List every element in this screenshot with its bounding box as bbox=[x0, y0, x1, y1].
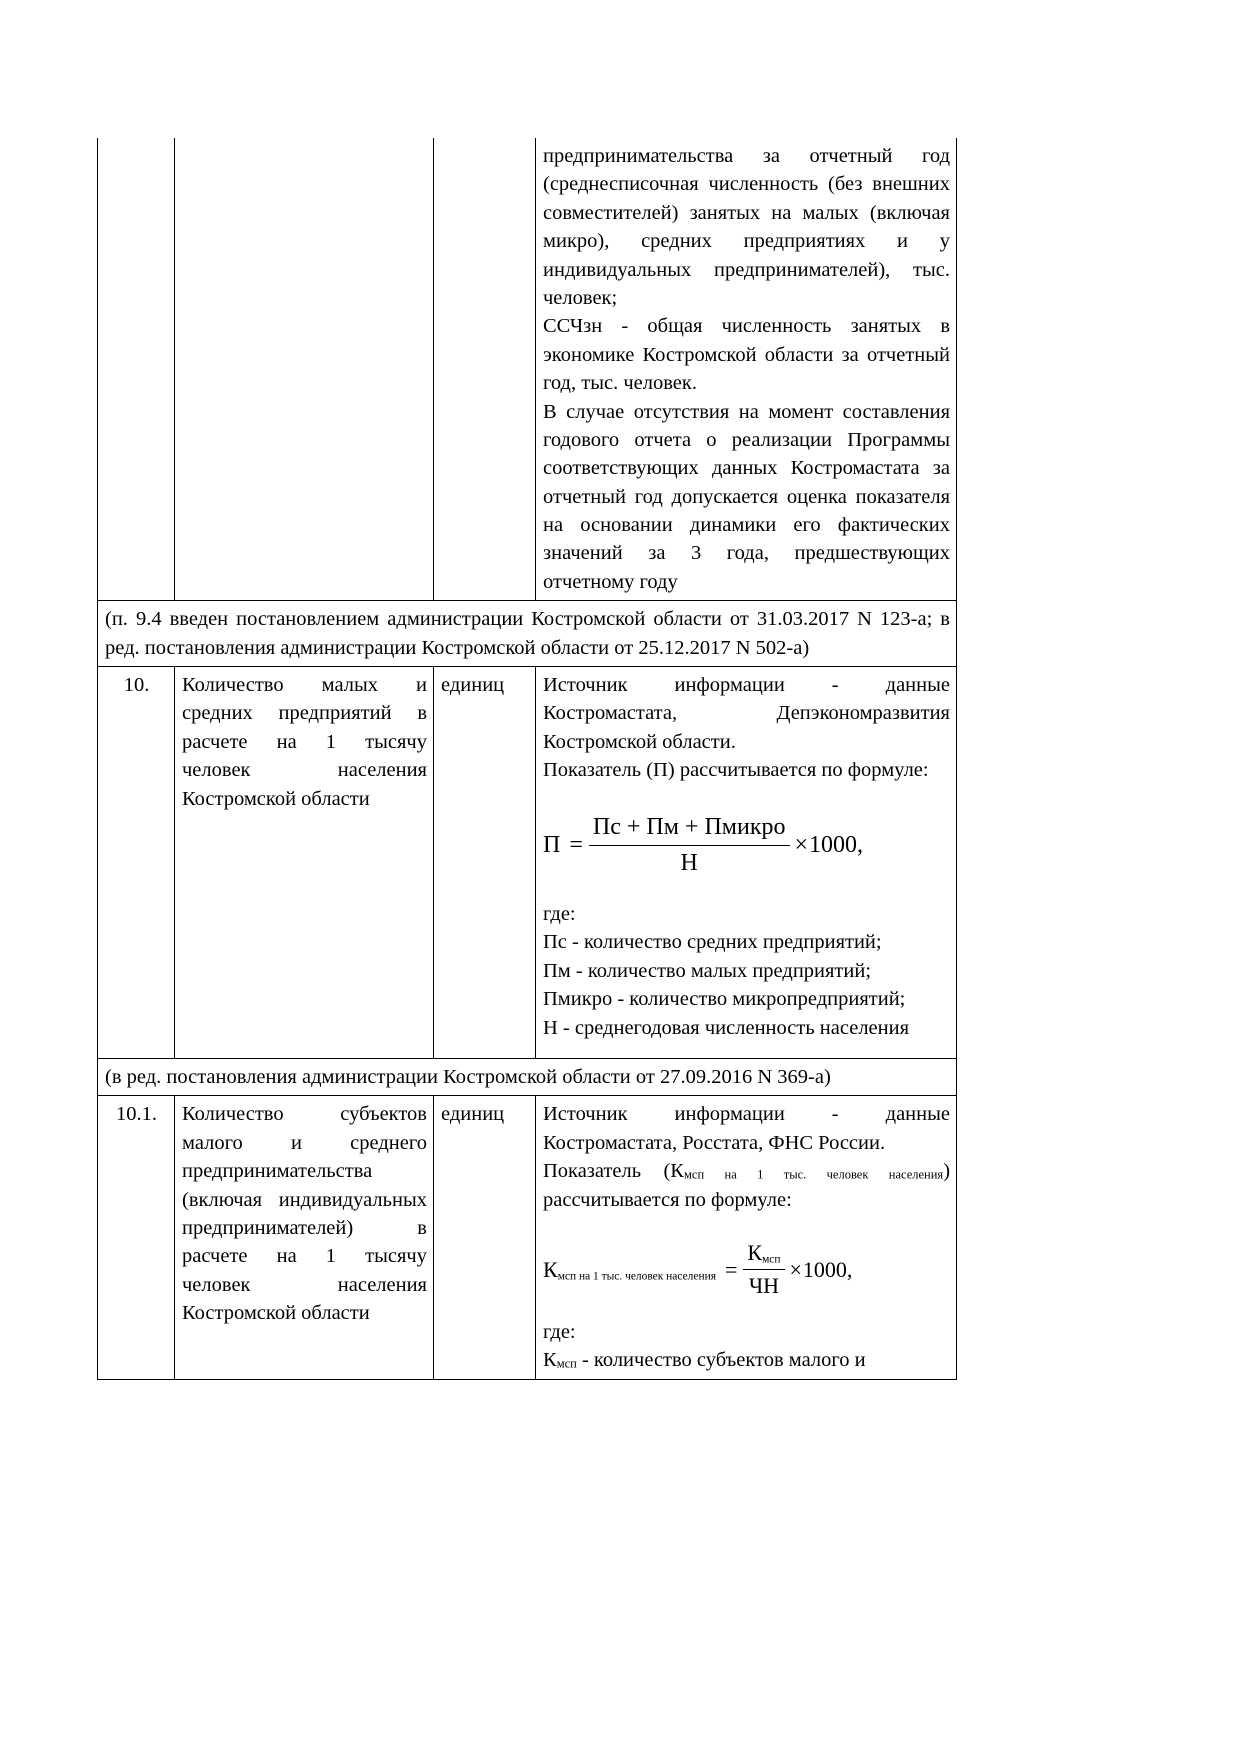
cell-unit bbox=[434, 138, 536, 601]
where-item: Пс - количество средних предприятий; bbox=[543, 931, 882, 954]
cell-number: 10. bbox=[98, 667, 175, 1059]
formula-denominator: ЧН bbox=[748, 1273, 780, 1299]
description-paragraph: Источник информации - данные Костромастата, Депэкономразвития Костромской области. bbox=[543, 674, 950, 753]
description-paragraph: предпринимательства за отчетный год (среднесписочная численность (без внешних совместителей) занятых на малых (включая микро), средних предприятиях и у индивидуальных предпринимателей), тыс. человек; bbox=[543, 145, 950, 309]
cell-description bbox=[536, 667, 957, 1059]
description-paragraph: Показатель (П) рассчитывается по формуле: bbox=[543, 759, 929, 782]
table-row-item-10-1 bbox=[98, 1096, 957, 1379]
cell-description bbox=[536, 1096, 957, 1379]
indicator-definition-line bbox=[543, 1157, 950, 1214]
equation bbox=[543, 1238, 852, 1302]
formula-lhs-subscript: мсп на 1 тыс. человек населения bbox=[557, 1270, 716, 1283]
amendment-note: (в ред. постановления администрации Костромской области от 27.09.2016 N 369-а) bbox=[98, 1059, 957, 1096]
cell-indicator-name bbox=[175, 138, 434, 601]
cell-number bbox=[98, 138, 175, 601]
indicator-suffix: ) рассчитывается по формуле: bbox=[543, 1160, 951, 1211]
table-row-note bbox=[98, 1059, 957, 1096]
formula-equals: = bbox=[569, 831, 583, 858]
cell-indicator-name: Количество субъектов малого и среднего предпринимательства (включая индивидуальных предпринимателей) в расчете на 1 тысячу человек населения Костромской области bbox=[175, 1096, 434, 1379]
formula-numerator bbox=[743, 1238, 784, 1270]
formula-factor: 1000, bbox=[809, 831, 864, 858]
equation bbox=[543, 811, 863, 880]
where-label: где: bbox=[543, 903, 576, 926]
where-item: Пм - количество малых предприятий; bbox=[543, 959, 872, 982]
formula-equals: = bbox=[724, 1256, 738, 1282]
indicators-table bbox=[97, 138, 957, 1380]
formula-fraction bbox=[589, 811, 790, 880]
formula-indicator-10-1 bbox=[543, 1238, 950, 1302]
where-item: Пмикро - количество микропредприятий; bbox=[543, 988, 906, 1011]
table-row-continuation bbox=[98, 138, 957, 601]
formula-lhs-base: К bbox=[543, 1256, 558, 1282]
description-paragraph: В случае отсутствия на момент составления годового отчета о реализации Программы соответствующих данных Костромастата за отчетный год допускается оценка показателя на основании динамики его фактических значений за 3 года, предшествующих отчетному году bbox=[543, 400, 950, 593]
formula-denominator: Н bbox=[680, 849, 698, 876]
formula-fraction bbox=[743, 1238, 784, 1302]
where-item: Н - среднегодовая численность населения bbox=[543, 1016, 910, 1039]
formula-numerator-base: К bbox=[747, 1239, 763, 1265]
formula-indicator-10 bbox=[543, 811, 950, 880]
amendment-note: (п. 9.4 введен постановлением администрации Костромской области от 31.03.2017 N 123-а; в ред. постановления администрации Костромской области от 25.12.2017 N 502-а) bbox=[98, 601, 957, 667]
formula-numerator: Пс + Пм + Пмикро bbox=[589, 811, 790, 846]
multiplication-sign: × bbox=[789, 1256, 802, 1282]
cell-number: 10.1. bbox=[98, 1096, 175, 1379]
formula-numerator-subscript: мсп bbox=[762, 1253, 781, 1266]
description-paragraph: ССЧзн - общая численность занятых в экономике Костромской области за отчетный год, тыс. человек. bbox=[543, 315, 950, 395]
where-item bbox=[543, 1346, 950, 1374]
where-item-base: К bbox=[543, 1349, 557, 1372]
cell-unit: единиц bbox=[434, 667, 536, 1059]
cell-unit: единиц bbox=[434, 1096, 536, 1379]
where-item-subscript: мсп bbox=[556, 1356, 577, 1371]
formula-lhs bbox=[543, 1255, 721, 1285]
cell-indicator-name: Количество малых и средних предприятий в расчете на 1 тысячу человек населения Костромской области bbox=[175, 667, 434, 1059]
indicator-prefix: Показатель (К bbox=[543, 1160, 684, 1183]
indicator-subscript: мсп на 1 тыс. человек населения bbox=[683, 1167, 944, 1182]
table-row-item-10 bbox=[98, 667, 957, 1059]
table-row-note bbox=[98, 601, 957, 667]
where-label: где: bbox=[543, 1320, 576, 1343]
where-item-text: - количество субъектов малого и bbox=[576, 1349, 866, 1372]
cell-description bbox=[536, 138, 957, 601]
description-paragraph: Источник информации - данные Костромастата, Росстата, ФНС России. bbox=[543, 1103, 950, 1154]
formula-lhs: П bbox=[543, 831, 561, 858]
multiplication-sign: × bbox=[794, 831, 809, 858]
formula-factor: 1000, bbox=[802, 1256, 853, 1282]
